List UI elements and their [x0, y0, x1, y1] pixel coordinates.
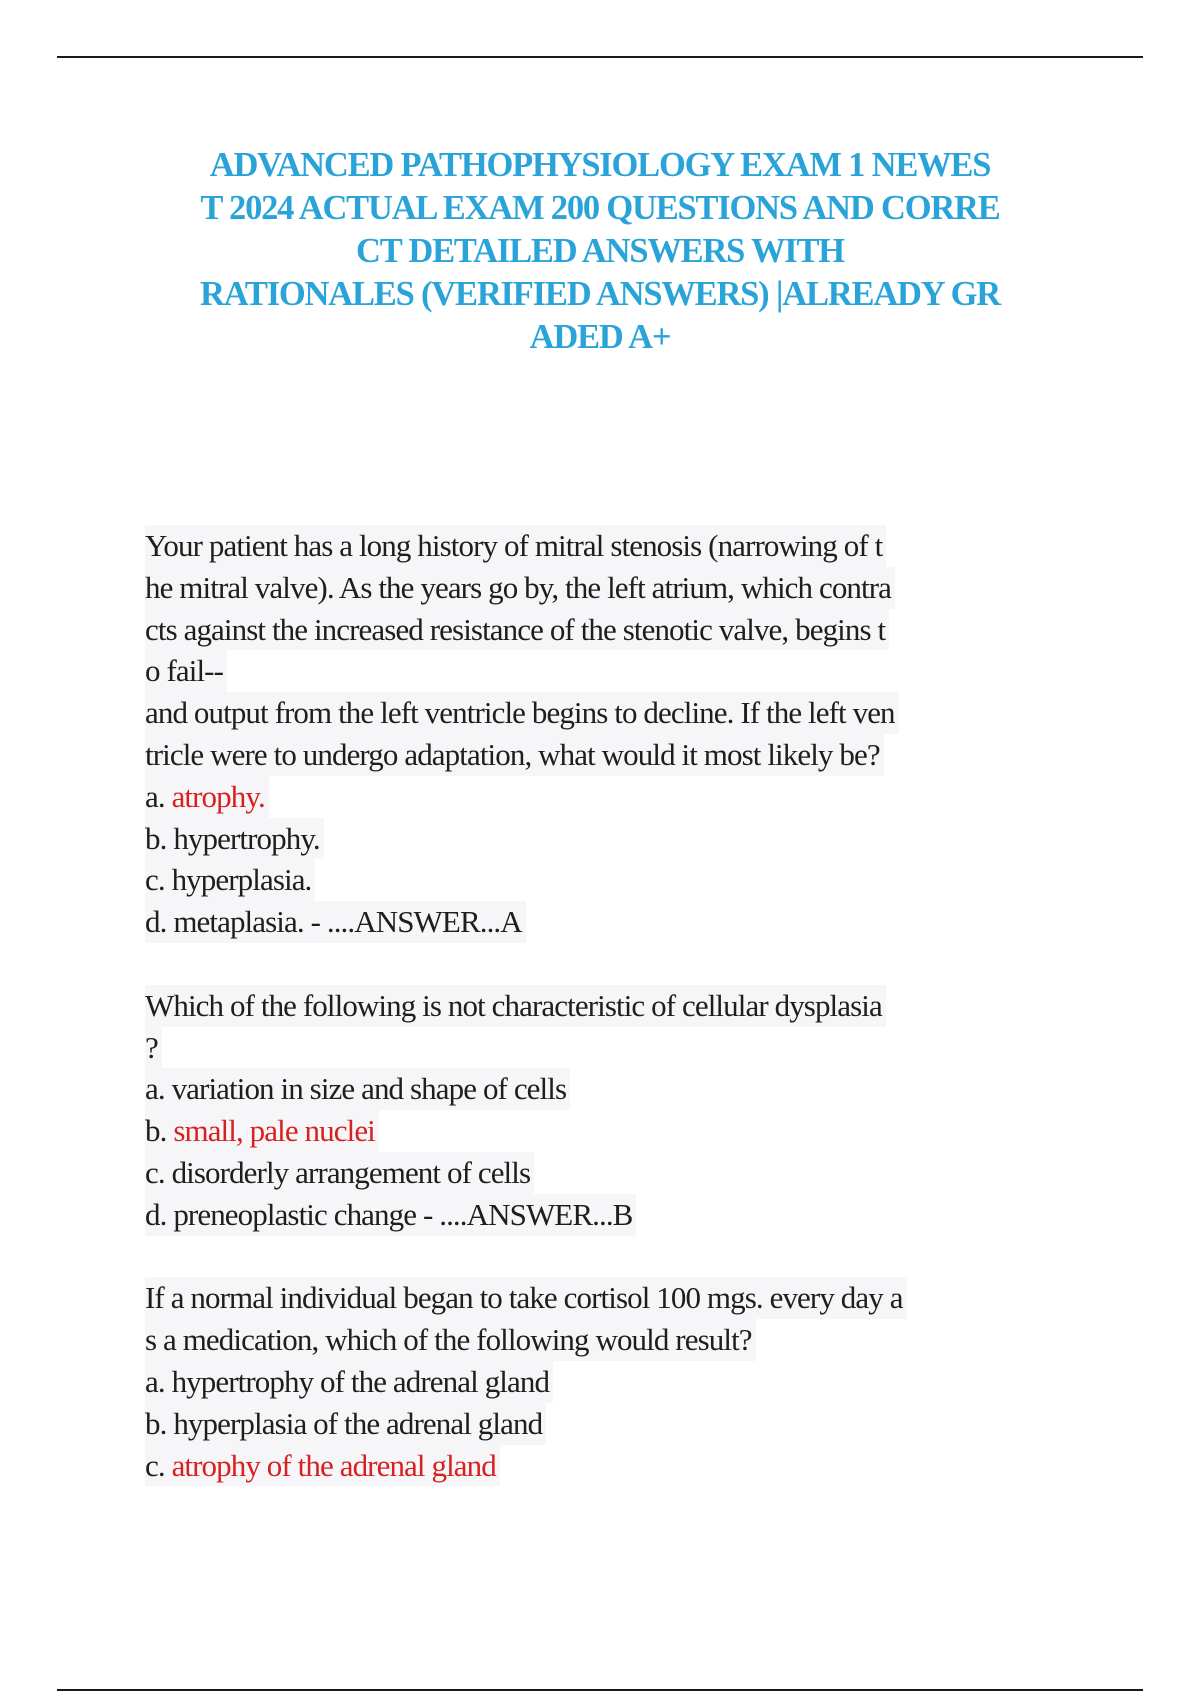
title-line: T 2024 ACTUAL EXAM 200 QUESTIONS AND CORRE: [200, 189, 1000, 227]
correct-answer-text: atrophy of the adrenal gland: [171, 1447, 496, 1483]
answer-option: [145, 1445, 500, 1487]
answer-option: [145, 901, 526, 943]
question-list: [145, 525, 1065, 1486]
question-stem-line: and output from the left ventricle begins to decline. If the left ven: [145, 692, 899, 734]
answer-option: [145, 1403, 546, 1445]
option-text: disorderly arrangement of cells: [171, 1154, 531, 1190]
question-stem-line: tricle were to undergo adaptation, what would it most likely be?: [145, 734, 884, 776]
question-stem-line: he mitral valve). As the years go by, the left atrium, which contra: [145, 567, 895, 609]
answer-option: [145, 859, 315, 901]
question-block: [145, 525, 1065, 943]
document-title: [140, 144, 1060, 359]
spacer: [145, 1236, 1065, 1278]
title-line: ADED A+: [529, 318, 671, 356]
question-stem-line: ?: [145, 1027, 162, 1069]
question-stem-line: cts against the increased resistance of the stenotic valve, begins t: [145, 609, 889, 651]
option-text: preneoplastic change - ....ANSWER...B: [173, 1196, 633, 1232]
answer-option: [145, 1361, 553, 1403]
bottom-rule: [57, 1689, 1143, 1691]
spacer: [145, 943, 1065, 985]
option-text: hyperplasia of the adrenal gland: [173, 1405, 543, 1441]
answer-option: [145, 1110, 379, 1152]
option-text: hypertrophy.: [173, 820, 320, 856]
title-line: CT DETAILED ANSWERS WITH: [356, 232, 844, 270]
option-letter: b.: [145, 1113, 174, 1149]
top-rule: [57, 56, 1143, 58]
option-letter: a.: [145, 1363, 172, 1399]
answer-option: [145, 1152, 534, 1194]
answer-option: [145, 1194, 636, 1236]
option-letter: c.: [145, 862, 172, 898]
answer-option: [145, 818, 324, 860]
question-stem-line: Which of the following is not characteristic of cellular dysplasia: [145, 985, 886, 1027]
question-block: [145, 985, 1065, 1236]
option-text: hyperplasia.: [171, 862, 312, 898]
question-stem-line: Your patient has a long history of mitral stenosis (narrowing of t: [145, 525, 886, 567]
option-letter: c.: [145, 1154, 172, 1190]
option-letter: b.: [145, 820, 174, 856]
option-letter: a.: [145, 1071, 172, 1107]
question-block: [145, 1277, 1065, 1486]
option-letter: d.: [145, 904, 174, 940]
option-letter: d.: [145, 1196, 174, 1232]
option-text: hypertrophy of the adrenal gland: [171, 1363, 550, 1399]
option-letter: b.: [145, 1405, 174, 1441]
question-stem-line: If a normal individual began to take cortisol 100 mgs. every day a: [145, 1277, 907, 1319]
question-stem-line: s a medication, which of the following would result?: [145, 1319, 756, 1361]
answer-option: [145, 776, 269, 818]
correct-answer-text: small, pale nuclei: [173, 1113, 375, 1149]
title-line: ADVANCED PATHOPHYSIOLOGY EXAM 1 NEWES: [209, 146, 991, 184]
option-text: metaplasia. - ....ANSWER...A: [173, 904, 522, 940]
question-stem-line: o fail--: [145, 650, 227, 692]
correct-answer-text: atrophy.: [171, 778, 265, 814]
answer-option: [145, 1068, 570, 1110]
title-line: RATIONALES (VERIFIED ANSWERS) |ALREADY GR: [200, 275, 1000, 313]
option-letter: c.: [145, 1447, 172, 1483]
option-text: variation in size and shape of cells: [171, 1071, 567, 1107]
option-letter: a.: [145, 778, 172, 814]
